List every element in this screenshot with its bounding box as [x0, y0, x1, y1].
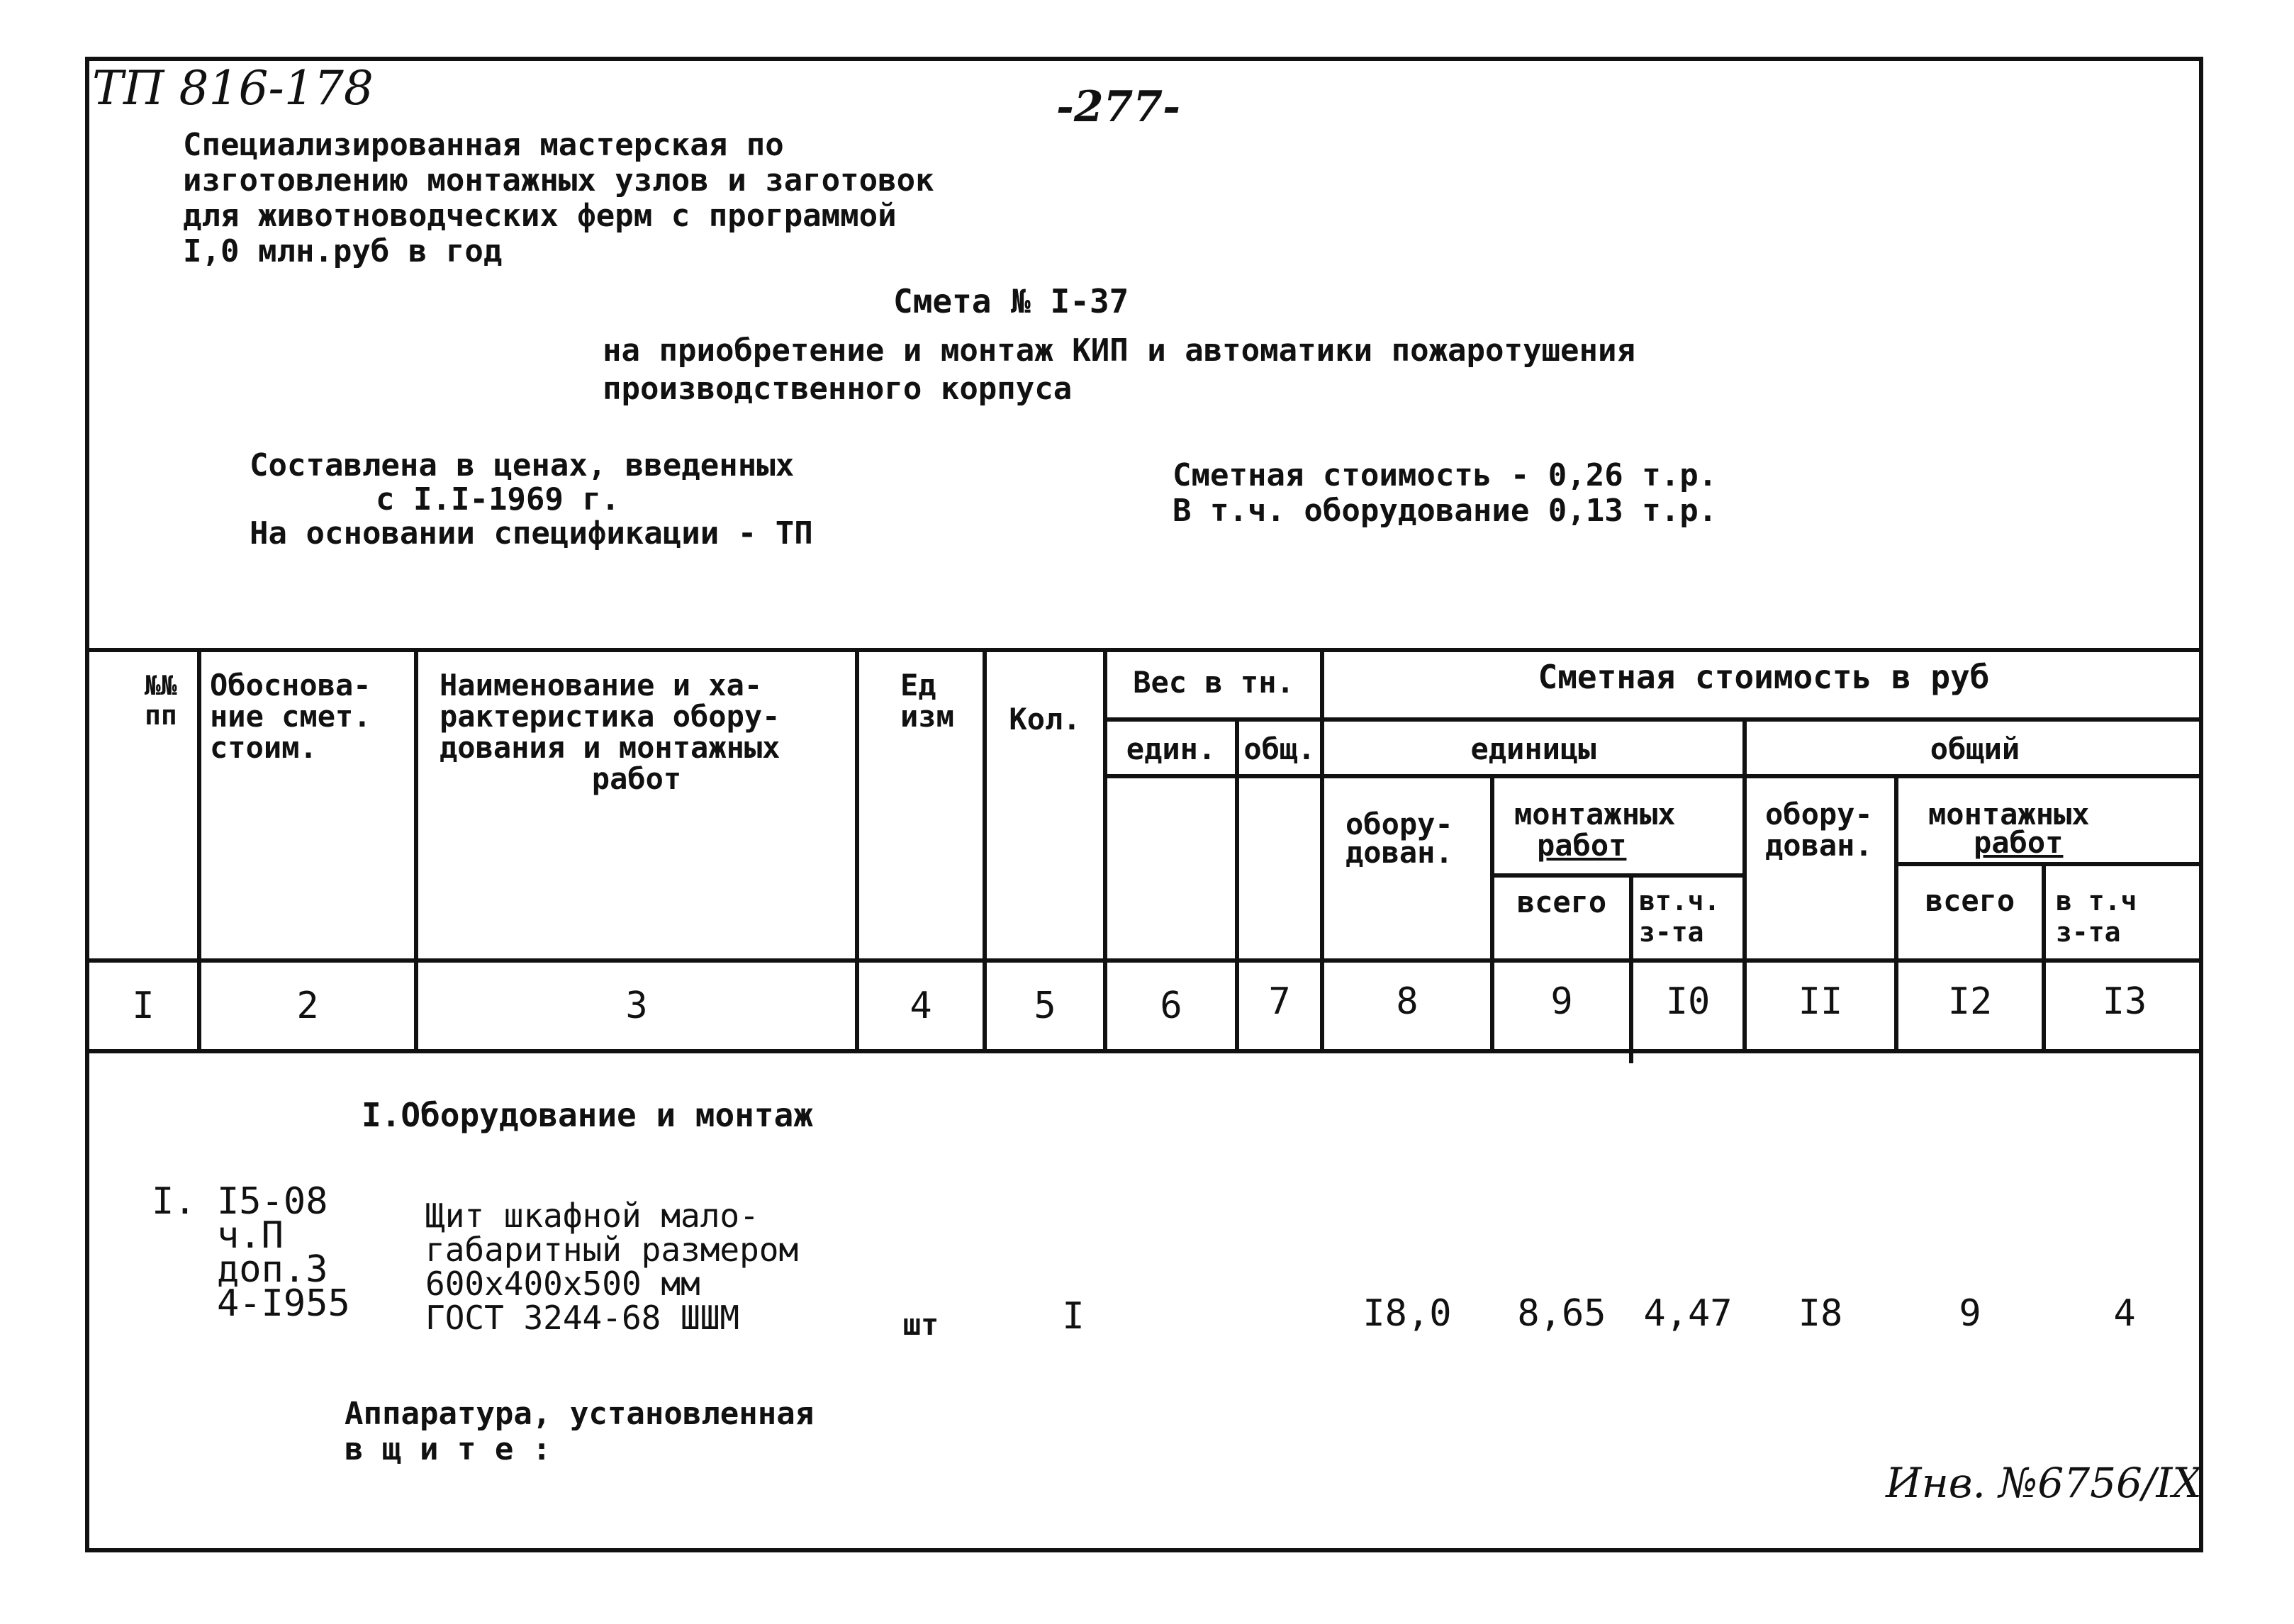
colnum-3: 3 [625, 985, 648, 1027]
header-subline-2 [1106, 774, 1323, 778]
hdr-col3-3: дования и монтажных [440, 730, 780, 765]
row-qty: I [1062, 1295, 1085, 1338]
hdr-incl-unit-2: з-та [1639, 917, 1704, 948]
row-mount-all-unit: 8,65 [1517, 1292, 1606, 1335]
header-subline-cost [1323, 774, 2203, 778]
table-top-line [85, 648, 2203, 652]
colnum-13: I3 [2102, 980, 2147, 1023]
hdr-col3-1: Наименование и ха- [440, 668, 763, 702]
hdr-mount-unit-1: монтажных [1514, 797, 1676, 831]
header-subline-4 [1897, 862, 2203, 866]
colnum-9: 9 [1550, 980, 1573, 1023]
colnum-4: 4 [910, 985, 932, 1027]
row-name-3: 600x400x500 мм [425, 1265, 700, 1303]
hdr-col3-2: рактеристика обору- [440, 699, 780, 734]
colnum-6: 6 [1160, 985, 1182, 1027]
hdr-cost-group: Сметная стоимость в руб [1538, 658, 1990, 696]
row-index: I. [152, 1180, 196, 1223]
hdr-mount-total-1: монтажных [1928, 797, 2090, 831]
header-bottom-line [85, 958, 2203, 963]
hdr-col3-4: работ [591, 761, 682, 796]
inventory-stamp: Инв. №6756/IX [1886, 1459, 2202, 1507]
row-basis-4: 4-I955 [217, 1282, 350, 1325]
hdr-col2-2: ние смет. [210, 699, 371, 734]
colnum-11: II [1798, 980, 1843, 1023]
prices-info-3: На основании спецификации - ТП [250, 515, 813, 551]
estimate-title: Смета № I-37 [893, 282, 1129, 320]
hdr-mount-total-2: работ [1974, 825, 2064, 860]
row-name-2: габаритный размером [425, 1231, 799, 1269]
note-line-1: Аппаратура, установленная [345, 1396, 815, 1432]
hdr-all-total: всего [1925, 883, 2015, 918]
hdr-incl-unit-1: вт.ч. [1639, 885, 1720, 917]
colnum-8: 8 [1396, 980, 1419, 1023]
colnum-7: 7 [1268, 980, 1291, 1023]
colnum-bottom-line [85, 1049, 2203, 1053]
prices-info-2: с I.I-1969 г. [376, 481, 620, 517]
org-line-4: I,0 млн.руб в год [183, 233, 503, 269]
doc-code: ТП 816-178 [92, 61, 374, 116]
colnum-12: I2 [1947, 980, 1993, 1023]
hdr-col2-1: Обоснова- [210, 668, 371, 702]
row-equip-total: I8 [1798, 1292, 1843, 1335]
colnum-5: 5 [1034, 985, 1056, 1027]
hdr-incl-total-1: в т.ч [2056, 885, 2137, 917]
hdr-equip-unit-1: обору- [1345, 807, 1453, 841]
colnum-1: I [132, 985, 155, 1027]
hdr-all-unit: всего [1516, 885, 1607, 919]
hdr-unit-group: единицы [1470, 732, 1596, 766]
cost-info-2: В т.ч. оборудование 0,13 т.р. [1173, 493, 1718, 529]
vline-12 [2042, 862, 2046, 1049]
row-unit: шт [902, 1307, 939, 1342]
hdr-total-group: общий [1930, 732, 2020, 766]
colnum-2: 2 [296, 985, 319, 1027]
row-mount-incl-total: 4 [2113, 1292, 2136, 1335]
hdr-col2-3: стоим. [210, 730, 318, 765]
hdr-equip-total-2: дован. [1765, 828, 1873, 863]
row-equip-unit: I8,0 [1363, 1292, 1452, 1335]
cost-info-1: Сметная стоимость - 0,26 т.р. [1173, 457, 1718, 493]
hdr-col4-2: изм [900, 699, 954, 734]
row-mount-incl-unit: 4,47 [1643, 1292, 1733, 1335]
org-line-1: Специализированная мастерская по [183, 127, 784, 163]
hdr-weight-unit: един. [1126, 732, 1216, 766]
row-basis-3: доп.3 [217, 1248, 328, 1291]
hdr-mount-unit-2: работ [1537, 828, 1627, 863]
row-name-4: ГОСТ 3244-68 ШШМ [425, 1299, 740, 1337]
note-line-2: в щ и т е : [345, 1431, 552, 1467]
hdr-col5: Кол. [1009, 702, 1081, 737]
section-title: I.Оборудование и монтаж [362, 1096, 813, 1134]
hdr-col1: №№ пп [145, 670, 177, 731]
hdr-equip-total-1: обору- [1765, 797, 1873, 831]
org-line-2: изготовлению монтажных узлов и заготовок [183, 162, 934, 198]
row-basis-2: ч.П [217, 1214, 284, 1257]
prices-info-1: Составлена в ценах, введенных [250, 447, 795, 483]
org-line-3: для животноводческих ферм с программой [183, 198, 897, 234]
row-name-1: Щит шкафной мало- [425, 1197, 759, 1235]
header-subline-1 [1106, 717, 2203, 722]
row-basis-1: I5-08 [217, 1180, 328, 1223]
header-subline-3 [1492, 873, 1745, 878]
estimate-subject-2: производственного корпуса [603, 371, 1073, 407]
estimate-subject-1: на приобретение и монтаж КИП и автоматики пожаротушения [603, 332, 1635, 369]
page-number: -277- [1056, 82, 1181, 132]
hdr-col4-1: Ед [900, 668, 936, 702]
colnum-10: I0 [1665, 980, 1711, 1023]
hdr-incl-total-2: з-та [2056, 917, 2121, 948]
vline-9 [1629, 873, 1633, 1063]
hdr-weight-group: Вес в тн. [1133, 665, 1294, 700]
hdr-equip-unit-2: дован. [1345, 835, 1453, 870]
row-mount-all-total: 9 [1959, 1292, 1981, 1335]
hdr-weight-total: общ. [1243, 732, 1316, 766]
